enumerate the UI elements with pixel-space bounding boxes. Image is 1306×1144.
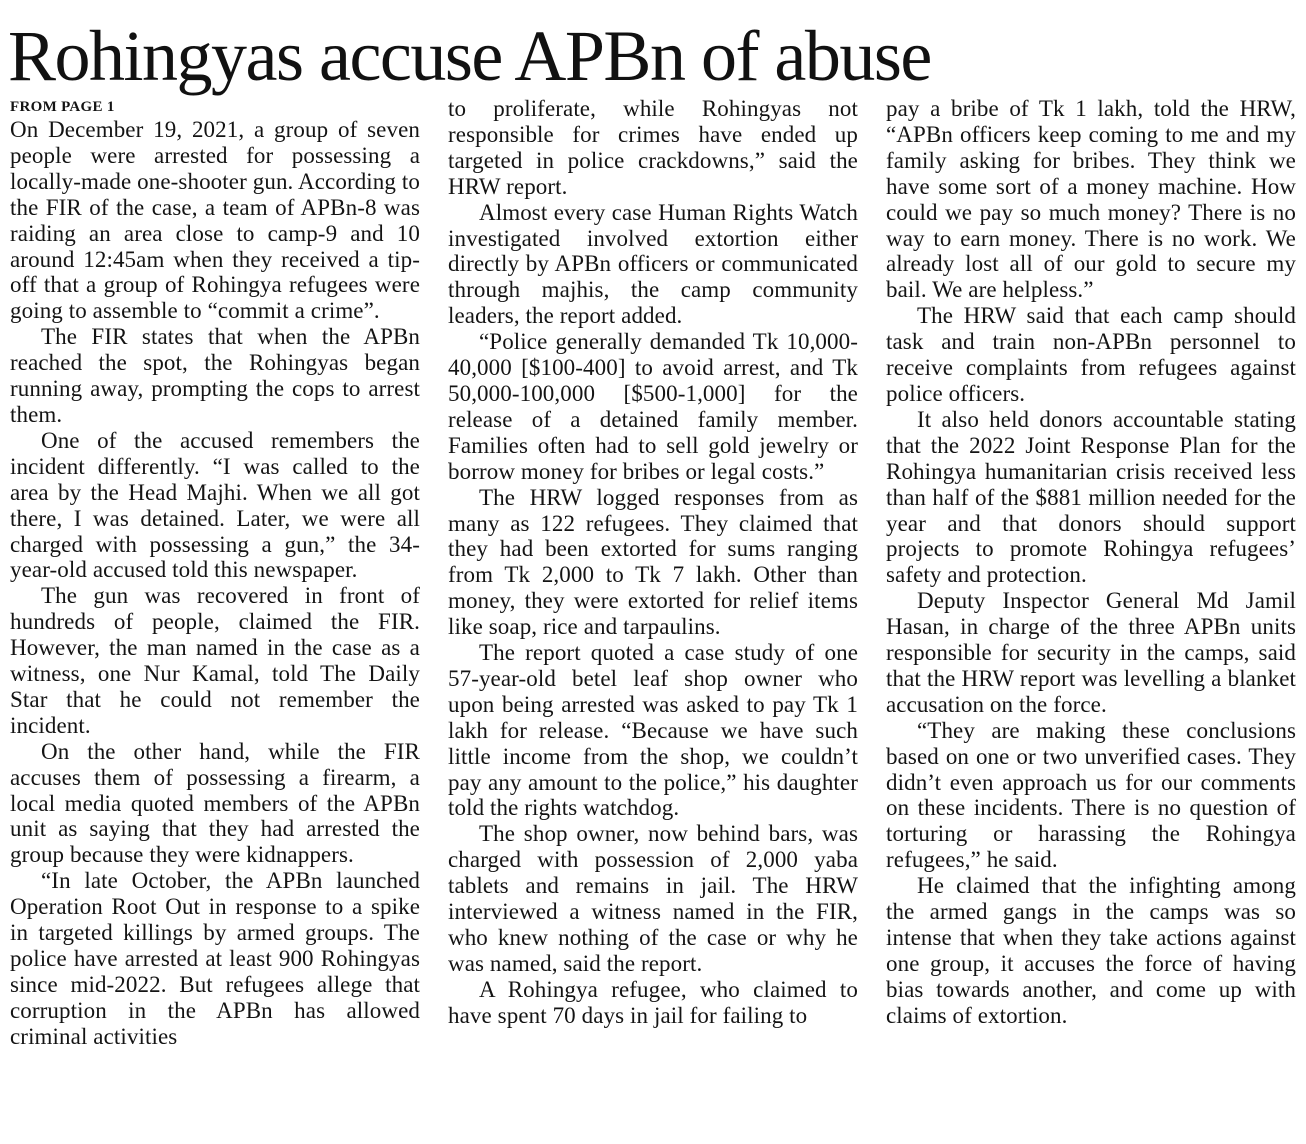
paragraph: The gun was recovered in front of hundreds of people, claimed the FIR. However, the man named in the case as a witness, one Nur Kamal, told The Daily Star that he could not remember the incident. <box>10 583 420 738</box>
paragraph: On the other hand, while the FIR accuses them of possessing a firearm, a local media quoted members of the APBn unit as saying that they had arrested the group because they were kidnappers. <box>10 738 420 868</box>
paragraph: “They are making these conclusions based on one or two unverified cases. They didn’t even approach us for our comments on these incidents. There is no question of torturing or harassing the Rohingya refugees,” he said. <box>886 717 1296 873</box>
paragraph: Almost every case Human Rights Watch investigated involved extortion either directly by APBn officers or communicated through majhis, the camp community leaders, the report added. <box>448 199 858 329</box>
headline: Rohingyas accuse APBn of abuse <box>8 16 931 96</box>
article-column-2 <box>448 96 858 1029</box>
article-column-3 <box>886 96 1296 1029</box>
paragraph: He claimed that the infighting among the armed gangs in the camps was so intense that when they take actions against one group, it accuses the force of having bias towards another, and come up with claims of extortion. <box>886 873 1296 1028</box>
paragraph: The FIR states that when the APBn reached the spot, the Rohingyas began running away, prompting the cops to arrest them. <box>10 324 420 427</box>
jump-line: FROM PAGE 1 <box>10 99 115 115</box>
paragraph: The report quoted a case study of one 57-year-old betel leaf shop owner who upon being arrested was asked to pay Tk 1 lakh for release. “Because we have such little income from the shop, we couldn’t pay any amount to the police,” his daughter told the rights watchdog. <box>448 640 858 821</box>
paragraph: pay a bribe of Tk 1 lakh, told the HRW, “APBn officers keep coming to me and my family asking for bribes. They think we have some sort of a money machine. How could we pay so much money? There is no way to earn money. There is no work. We already lost all of our gold to secure my bail. We are helpless.” <box>886 96 1296 303</box>
paragraph: One of the accused remembers the incident differently. “I was called to the area by the Head Majhi. When we all got there, I was detained. Later, we were all charged with possessing a gun,” the 34-year-old accused told this newspaper. <box>10 427 420 583</box>
article-column-1 <box>10 98 420 1050</box>
paragraph: On December 19, 2021, a group of seven people were arrested for possessing a locally-made one-shooter gun. According to the FIR of the case, a team of APBn-8 was raiding an area close to camp-9 and 10 around 12:45am when they received a tip-off that a group of Rohingya refugees were going to assemble to “commit a crime”. <box>10 117 420 324</box>
paragraph: The HRW logged responses from as many as 122 refugees. They claimed that they had been extorted for sums ranging from Tk 2,000 to Tk 7 lakh. Other than money, they were extorted for relief items like soap, rice and tarpaulins. <box>448 484 858 640</box>
paragraph: It also held donors accountable stating that the 2022 Joint Response Plan for the Rohingya humanitarian crisis received less than half of the $881 million needed for the year and that donors should support projects to promote Rohingya refugees’ safety and protection. <box>886 406 1296 588</box>
paragraph: “Police generally demanded Tk 10,000-40,000 [$100-400] to avoid arrest, and Tk 50,000-100,000 [$500-1,000] for the release of a detained family member. Families often had to sell gold jewelry or borrow money for bribes or legal costs.” <box>448 329 858 484</box>
paragraph: Deputy Inspector General Md Jamil Hasan, in charge of the three APBn units responsible for security in the camps, said that the HRW report was levelling a blanket accusation on the force. <box>886 588 1296 717</box>
paragraph: The HRW said that each camp should task and train non-APBn personnel to receive complaints from refugees against police officers. <box>886 303 1296 406</box>
paragraph: A Rohingya refugee, who claimed to have spent 70 days in jail for failing to <box>448 976 858 1028</box>
paragraph: “In late October, the APBn launched Operation Root Out in response to a spike in targeted killings by armed groups. The police have arrested at least 900 Rohingyas since mid-2022. But refugees allege that corruption in the APBn has allowed criminal activities <box>10 868 420 1049</box>
paragraph: The shop owner, now behind bars, was charged with possession of 2,000 yaba tablets and remains in jail. The HRW interviewed a witness named in the FIR, who knew nothing of the case or why he was named, said the report. <box>448 821 858 976</box>
paragraph: to proliferate, while Rohingyas not responsible for crimes have ended up targeted in police crackdowns,” said the HRW report. <box>448 96 858 199</box>
